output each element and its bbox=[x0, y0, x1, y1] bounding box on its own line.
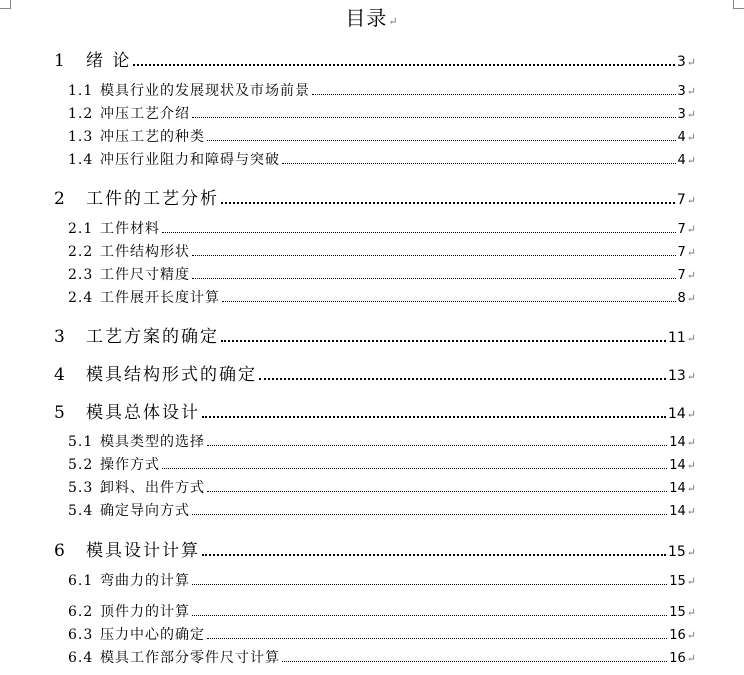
toc-entry-number: 2.3 bbox=[68, 267, 94, 283]
toc-entry-page-number: 14 bbox=[669, 435, 686, 450]
toc-entry-page-number: 4 bbox=[677, 130, 686, 145]
dot-leader bbox=[192, 255, 676, 256]
paragraph-mark-icon: ↵ bbox=[686, 269, 696, 282]
paragraph-mark-icon: ↵ bbox=[686, 505, 696, 518]
toc-entry-page-number: 3 bbox=[677, 84, 686, 99]
toc-entry-page-number: 15 bbox=[667, 544, 686, 560]
toc-chapter-entry[interactable] bbox=[54, 360, 696, 385]
toc-section-entry[interactable] bbox=[68, 500, 696, 520]
toc-entry-title: 顶件力的计算 bbox=[100, 604, 190, 620]
toc-entry-number: 5.3 bbox=[68, 480, 94, 496]
dot-leader bbox=[192, 615, 667, 616]
toc-section-entry[interactable] bbox=[68, 287, 696, 307]
toc-entry-number: 5 bbox=[54, 403, 65, 423]
toc-entry-number: 2.2 bbox=[68, 244, 94, 260]
paragraph-mark-icon: ↵ bbox=[686, 223, 696, 236]
toc-entry-page-number: 7 bbox=[676, 192, 686, 208]
dot-leader bbox=[207, 491, 667, 492]
toc-section-entry[interactable] bbox=[68, 80, 696, 100]
toc-section-entry[interactable] bbox=[68, 647, 696, 667]
paragraph-mark-icon: ↵ bbox=[686, 408, 696, 421]
toc-entry-number: 1.3 bbox=[68, 129, 94, 145]
toc-entry-title: 工艺方案的确定 bbox=[86, 327, 219, 347]
toc-entry-title: 模具总体设计 bbox=[86, 403, 200, 423]
dot-leader bbox=[133, 64, 674, 66]
toc-entry-number: 6.3 bbox=[68, 627, 94, 643]
toc-entry-title: 卸料、出件方式 bbox=[100, 480, 205, 496]
toc-entry-title: 工件结构形状 bbox=[100, 244, 190, 260]
toc-entry-number: 1.1 bbox=[68, 83, 94, 99]
toc-section-entry[interactable] bbox=[68, 264, 696, 284]
toc-entry-page-number: 11 bbox=[667, 330, 686, 346]
toc-entry-title: 工件的工艺分析 bbox=[86, 189, 219, 209]
paragraph-mark-icon: ↵ bbox=[686, 370, 696, 383]
toc-entry-title: 模具结构形式的确定 bbox=[86, 365, 257, 385]
toc-entry-title: 工件展开长度计算 bbox=[100, 290, 220, 306]
toc-entry-number: 2 bbox=[54, 189, 65, 209]
toc-title-text: 目录 bbox=[345, 6, 388, 30]
dot-leader bbox=[162, 468, 667, 469]
paragraph-mark-icon: ↵ bbox=[686, 546, 696, 559]
dot-leader bbox=[207, 638, 667, 639]
dot-leader bbox=[282, 163, 676, 164]
paragraph-mark-icon: ↵ bbox=[686, 292, 696, 305]
toc-entry-number: 6.1 bbox=[68, 573, 94, 589]
toc-entry-title: 冲压行业阻力和障碍与突破 bbox=[100, 152, 280, 168]
paragraph-mark-icon: ↵ bbox=[686, 629, 696, 642]
toc-entry-page-number: 3 bbox=[677, 107, 686, 122]
dot-leader bbox=[192, 278, 676, 279]
toc-section-entry[interactable] bbox=[68, 454, 696, 474]
toc-entry-page-number: 7 bbox=[677, 245, 686, 260]
toc-entry-page-number: 7 bbox=[677, 268, 686, 283]
toc-entry-number: 1.4 bbox=[68, 152, 94, 168]
toc-chapter-entry[interactable] bbox=[54, 46, 696, 71]
toc-section-entry[interactable] bbox=[68, 624, 696, 644]
toc-entry-number: 4 bbox=[54, 365, 65, 385]
toc-entry-title: 模具设计计算 bbox=[86, 541, 200, 561]
paragraph-mark-icon: ↵ bbox=[686, 652, 696, 665]
paragraph-mark-icon: ↵ bbox=[686, 194, 696, 207]
toc-entry-number: 2.4 bbox=[68, 290, 94, 306]
paragraph-mark-icon: ↵ bbox=[686, 154, 696, 167]
toc-entry-title: 工件材料 bbox=[100, 221, 160, 237]
paragraph-mark-icon: ↵ bbox=[686, 436, 696, 449]
toc-entry-page-number: 15 bbox=[669, 605, 686, 620]
paragraph-mark-icon: ↵ bbox=[686, 246, 696, 259]
toc-entry-title: 压力中心的确定 bbox=[100, 627, 205, 643]
dot-leader bbox=[202, 554, 666, 556]
toc-section-entry[interactable] bbox=[68, 570, 696, 590]
toc-section-entry[interactable] bbox=[68, 241, 696, 261]
dot-leader bbox=[192, 117, 676, 118]
paragraph-mark-icon: ↵ bbox=[686, 606, 696, 619]
toc-entry-page-number: 16 bbox=[669, 651, 686, 666]
toc-entry-number: 6 bbox=[54, 541, 65, 561]
toc-entry-number: 3 bbox=[54, 327, 65, 347]
toc-section-entry[interactable] bbox=[68, 431, 696, 451]
dot-leader bbox=[222, 301, 676, 302]
toc-entry-page-number: 14 bbox=[667, 406, 686, 422]
toc-section-entry[interactable] bbox=[68, 149, 696, 169]
toc-entry-title: 模具行业的发展现状及市场前景 bbox=[100, 83, 310, 99]
dot-leader bbox=[202, 416, 666, 418]
toc-section-entry[interactable] bbox=[68, 477, 696, 497]
toc-entry-page-number: 4 bbox=[677, 153, 686, 168]
toc-chapter-entry[interactable] bbox=[54, 398, 696, 423]
toc-entry-number: 5.1 bbox=[68, 434, 94, 450]
paragraph-mark-icon: ↵ bbox=[686, 332, 696, 345]
toc-entry-page-number: 13 bbox=[667, 368, 686, 384]
toc-entry-number: 1 bbox=[54, 51, 65, 71]
dot-leader bbox=[192, 584, 667, 585]
toc-section-entry[interactable] bbox=[68, 103, 696, 123]
dot-leader bbox=[207, 445, 667, 446]
dot-leader bbox=[282, 661, 667, 662]
paragraph-mark-icon: ↵ bbox=[686, 56, 696, 69]
toc-chapter-entry[interactable] bbox=[54, 536, 696, 561]
toc-entry-number: 5.4 bbox=[68, 503, 94, 519]
paragraph-mark-icon: ↵ bbox=[686, 85, 696, 98]
dot-leader bbox=[221, 202, 675, 204]
dot-leader bbox=[221, 340, 666, 342]
toc-entry-title: 冲压工艺的种类 bbox=[100, 129, 205, 145]
toc-entry-page-number: 15 bbox=[669, 574, 686, 589]
toc-section-entry[interactable] bbox=[68, 601, 696, 621]
toc-entry-title: 工件尺寸精度 bbox=[100, 267, 190, 283]
toc-entry-title: 模具类型的选择 bbox=[100, 434, 205, 450]
toc-section-entry[interactable] bbox=[68, 218, 696, 238]
toc-entry-number: 2.1 bbox=[68, 221, 94, 237]
toc-entry-title: 弯曲力的计算 bbox=[100, 573, 190, 589]
toc-entry-page-number: 16 bbox=[669, 628, 686, 643]
toc-entry-number: 6.4 bbox=[68, 650, 94, 666]
toc-entry-page-number: 14 bbox=[669, 504, 686, 519]
toc-entry-number: 6.2 bbox=[68, 604, 94, 620]
dot-leader bbox=[259, 378, 666, 380]
paragraph-mark-icon: ↵ bbox=[686, 108, 696, 121]
toc-entry-title: 绪 论 bbox=[86, 51, 132, 71]
toc-chapter-entry[interactable] bbox=[54, 184, 696, 209]
paragraph-mark-icon: ↵ bbox=[686, 459, 696, 472]
toc-entry-number: 5.2 bbox=[68, 457, 94, 473]
dot-leader bbox=[312, 94, 676, 95]
toc-chapter-entry[interactable] bbox=[54, 322, 696, 347]
toc-entry-page-number: 7 bbox=[677, 222, 686, 237]
toc-entry-page-number: 3 bbox=[676, 54, 686, 70]
toc-entry-page-number: 8 bbox=[677, 291, 686, 306]
toc-entry-title: 确定导向方式 bbox=[100, 503, 190, 519]
dot-leader bbox=[207, 140, 676, 141]
toc-section-entry[interactable] bbox=[68, 126, 696, 146]
toc-entry-page-number: 14 bbox=[669, 458, 686, 473]
dot-leader bbox=[192, 514, 667, 515]
toc-entry-title: 模具工作部分零件尺寸计算 bbox=[100, 650, 280, 666]
toc-entry-page-number: 14 bbox=[669, 481, 686, 496]
paragraph-mark-icon: ↵ bbox=[686, 482, 696, 495]
paragraph-mark-icon: ↵ bbox=[388, 15, 399, 28]
paragraph-mark-icon: ↵ bbox=[686, 131, 696, 144]
toc-entry-number: 1.2 bbox=[68, 106, 94, 122]
dot-leader bbox=[162, 232, 676, 233]
paragraph-mark-icon: ↵ bbox=[686, 575, 696, 588]
toc-entry-title: 操作方式 bbox=[100, 457, 160, 473]
toc-entry-title: 冲压工艺介绍 bbox=[100, 106, 190, 122]
